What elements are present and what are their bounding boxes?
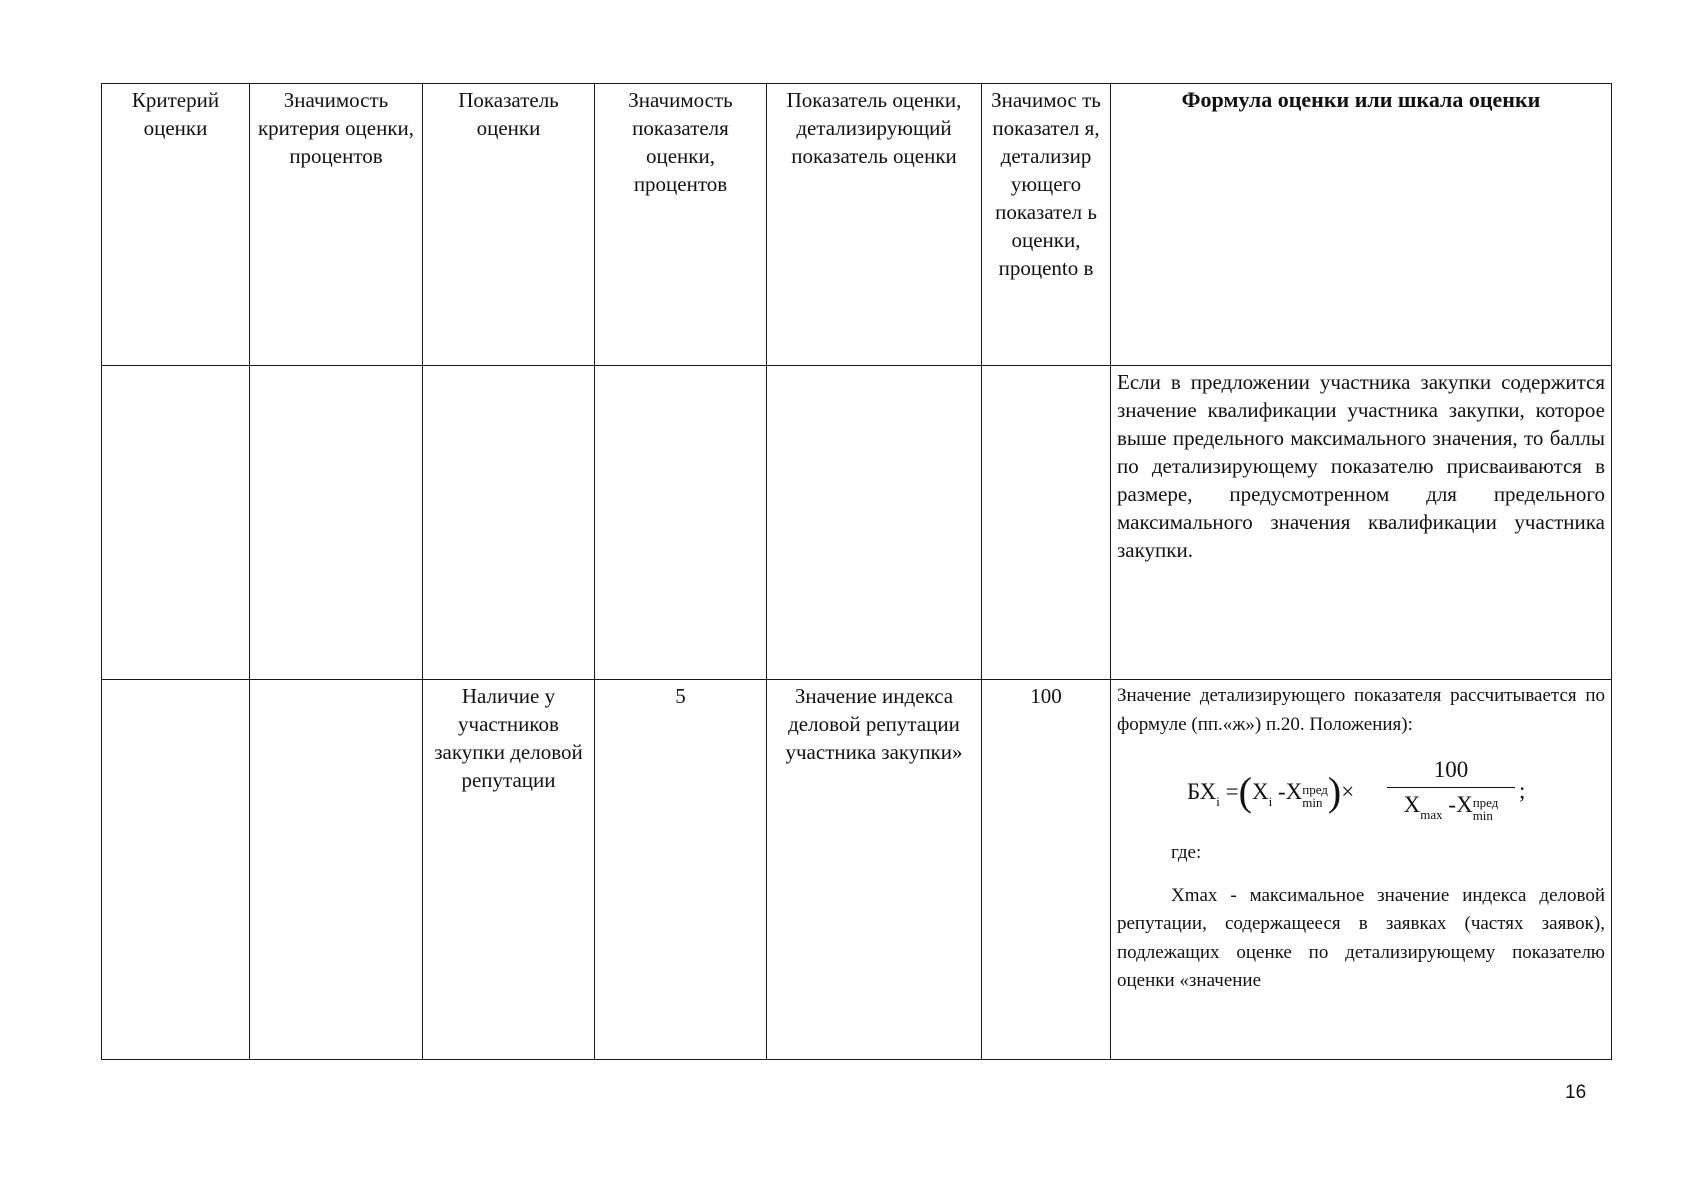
table-header-row	[102, 84, 1612, 366]
formula-x-sub: i	[1268, 794, 1273, 809]
header-formula: Формула оценки или шкала оценки	[1111, 84, 1612, 366]
formula-eq: =	[1225, 779, 1239, 804]
formula-xmax-text: Xmax - максимальное значение индекса деловой репутации, содержащееся в заявках (частях заявок), подлежащих оценке по детализирующему показателю оценки «значение	[1117, 884, 1605, 991]
formula-fraction	[1387, 755, 1515, 830]
scoring-formula	[1187, 755, 1605, 827]
header-detail-indicator: Показатель оценки, детализирующий показатель оценки	[767, 84, 982, 366]
cell-indicator	[423, 366, 595, 680]
page-number: 16	[1565, 1082, 1587, 1103]
cell-formula-text: Если в предложении участника закупки содержится значение квалификации участника закупки, которое выше предельного максимального значения, то баллы по детализирующему показателю присваиваются в размере, предусмотренном для предельного максимального значения квалификации участника закупки.	[1111, 366, 1612, 680]
cell-criterion-weight	[250, 680, 423, 1060]
formula-intro: Значение детализирующего показателя рассчитывается по формуле (пп.«ж») п.20. Положения):	[1117, 685, 1605, 735]
cell-detail-indicator: Значение индекса деловой репутации участника закупки»	[767, 680, 982, 1060]
header-indicator: Показатель оценки	[423, 84, 595, 366]
cell-detail-weight: 100	[982, 680, 1111, 1060]
formula-bx: БХ	[1187, 779, 1217, 804]
formula-where: где:	[1171, 842, 1202, 863]
cell-detail-indicator	[767, 366, 982, 680]
cell-formula	[1111, 680, 1612, 1060]
formula-semicolon: ;	[1519, 778, 1526, 803]
table-row	[102, 366, 1612, 680]
formula-min: min	[1302, 795, 1323, 810]
formula-times: ×	[1341, 779, 1355, 804]
cell-criterion	[102, 366, 250, 680]
cell-criterion	[102, 680, 250, 1060]
cell-indicator-weight	[595, 366, 767, 680]
formula-numerator: 100	[1387, 755, 1515, 788]
header-indicator-weight: Значимость показателя оценки, процентов	[595, 84, 767, 366]
header-criterion: Критерий оценки	[102, 84, 250, 366]
cell-criterion-weight	[250, 366, 423, 680]
cell-detail-weight	[982, 366, 1111, 680]
cell-indicator-weight: 5	[595, 680, 767, 1060]
table-row	[102, 680, 1612, 1060]
formula-x2: X	[1285, 779, 1303, 804]
cell-indicator: Наличие у участников закупки деловой репутации	[423, 680, 595, 1060]
formula-minus: -	[1277, 779, 1286, 804]
formula-lhs: $БХ_i =(X_i$ -Xпред min )×	[1187, 769, 1355, 814]
evaluation-criteria-table	[101, 83, 1612, 1060]
header-criterion-weight: Значимость критерия оценки, процентов	[250, 84, 423, 366]
header-detail-weight: Значимос ть показател я, детализир ующего показател ь оценки, процento в	[982, 84, 1111, 366]
formula-denominator: $X_{max}$ -Xпред min	[1403, 792, 1499, 823]
formula-bx-sub: i	[1216, 794, 1220, 809]
formula-x: X	[1251, 779, 1269, 804]
formula-sup: пред	[1302, 782, 1328, 797]
